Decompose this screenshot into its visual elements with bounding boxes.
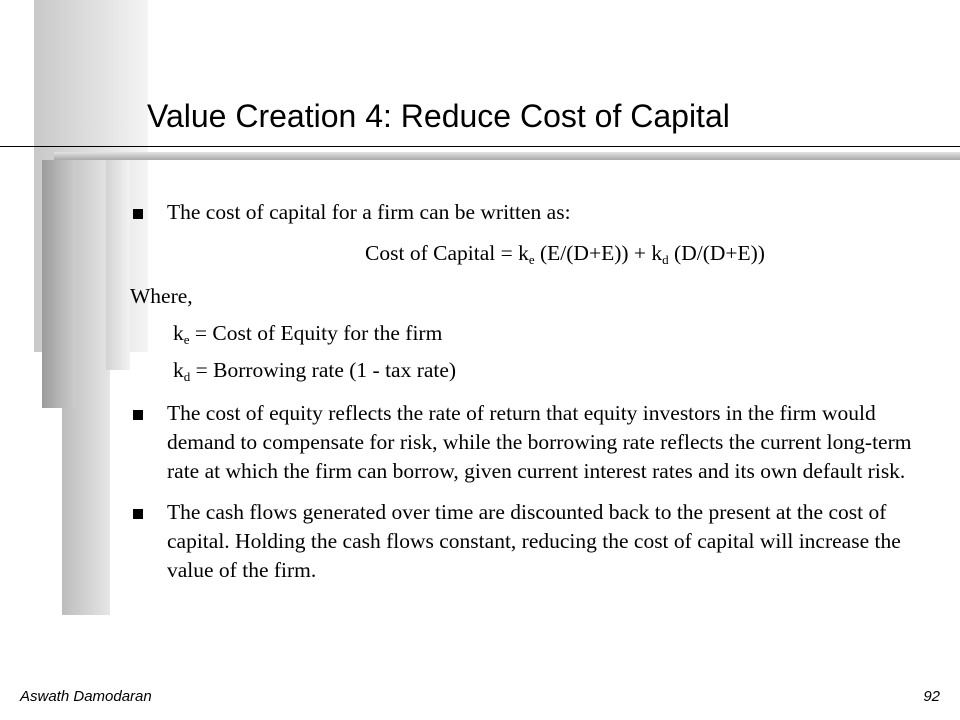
title-rule xyxy=(54,152,960,160)
definition-subscript: e xyxy=(183,332,190,347)
definition-variable: k xyxy=(173,358,184,382)
bullet-item xyxy=(130,399,940,486)
bullet-item xyxy=(130,498,940,585)
cost-of-capital-formula xyxy=(130,239,940,268)
where-label: Where, xyxy=(130,284,193,308)
definition-text: = Cost of Equity for the firm xyxy=(189,321,443,345)
decorative-bar-dark xyxy=(42,160,76,408)
slide-body xyxy=(130,198,940,597)
bullet-text: The cost of equity reflects the rate of return that equity investors in the firm would demand to compensate for risk, while the borrowing rate reflects the current long-term rate at which the firm can borrow, given current interest rates and its own default risk. xyxy=(167,401,912,483)
decorative-bar-light xyxy=(106,160,130,370)
formula-subscript: e xyxy=(528,252,535,267)
bullet-text: The cost of capital for a firm can be written as: xyxy=(167,200,571,224)
slide-title: Value Creation 4: Reduce Cost of Capital xyxy=(147,98,730,134)
formula-part: Cost of Capital = k xyxy=(365,241,529,265)
bullet-text: The cash flows generated over time are discounted back to the present at the cost of capital. Holding the cash flows constant, reducing the cost of capital will increase the value of the firm. xyxy=(167,500,901,582)
definition-cost-of-equity xyxy=(130,319,940,348)
formula-part: (D/(D+E)) xyxy=(668,241,765,265)
square-bullet-icon xyxy=(133,410,143,420)
definition-subscript: d xyxy=(183,369,191,384)
definition-borrowing-rate xyxy=(130,356,940,385)
square-bullet-icon xyxy=(133,509,143,519)
footer-author: Aswath Damodaran xyxy=(20,688,152,705)
formula-subscript: d xyxy=(662,252,669,267)
formula-part: (E/(D+E)) + k xyxy=(534,241,663,265)
bullet-item xyxy=(130,198,940,227)
definition-text: = Borrowing rate (1 - tax rate) xyxy=(190,358,457,382)
footer-page-number: 92 xyxy=(923,688,940,705)
square-bullet-icon xyxy=(133,209,143,219)
title-rule-thin xyxy=(0,146,960,147)
definition-variable: k xyxy=(173,321,184,345)
